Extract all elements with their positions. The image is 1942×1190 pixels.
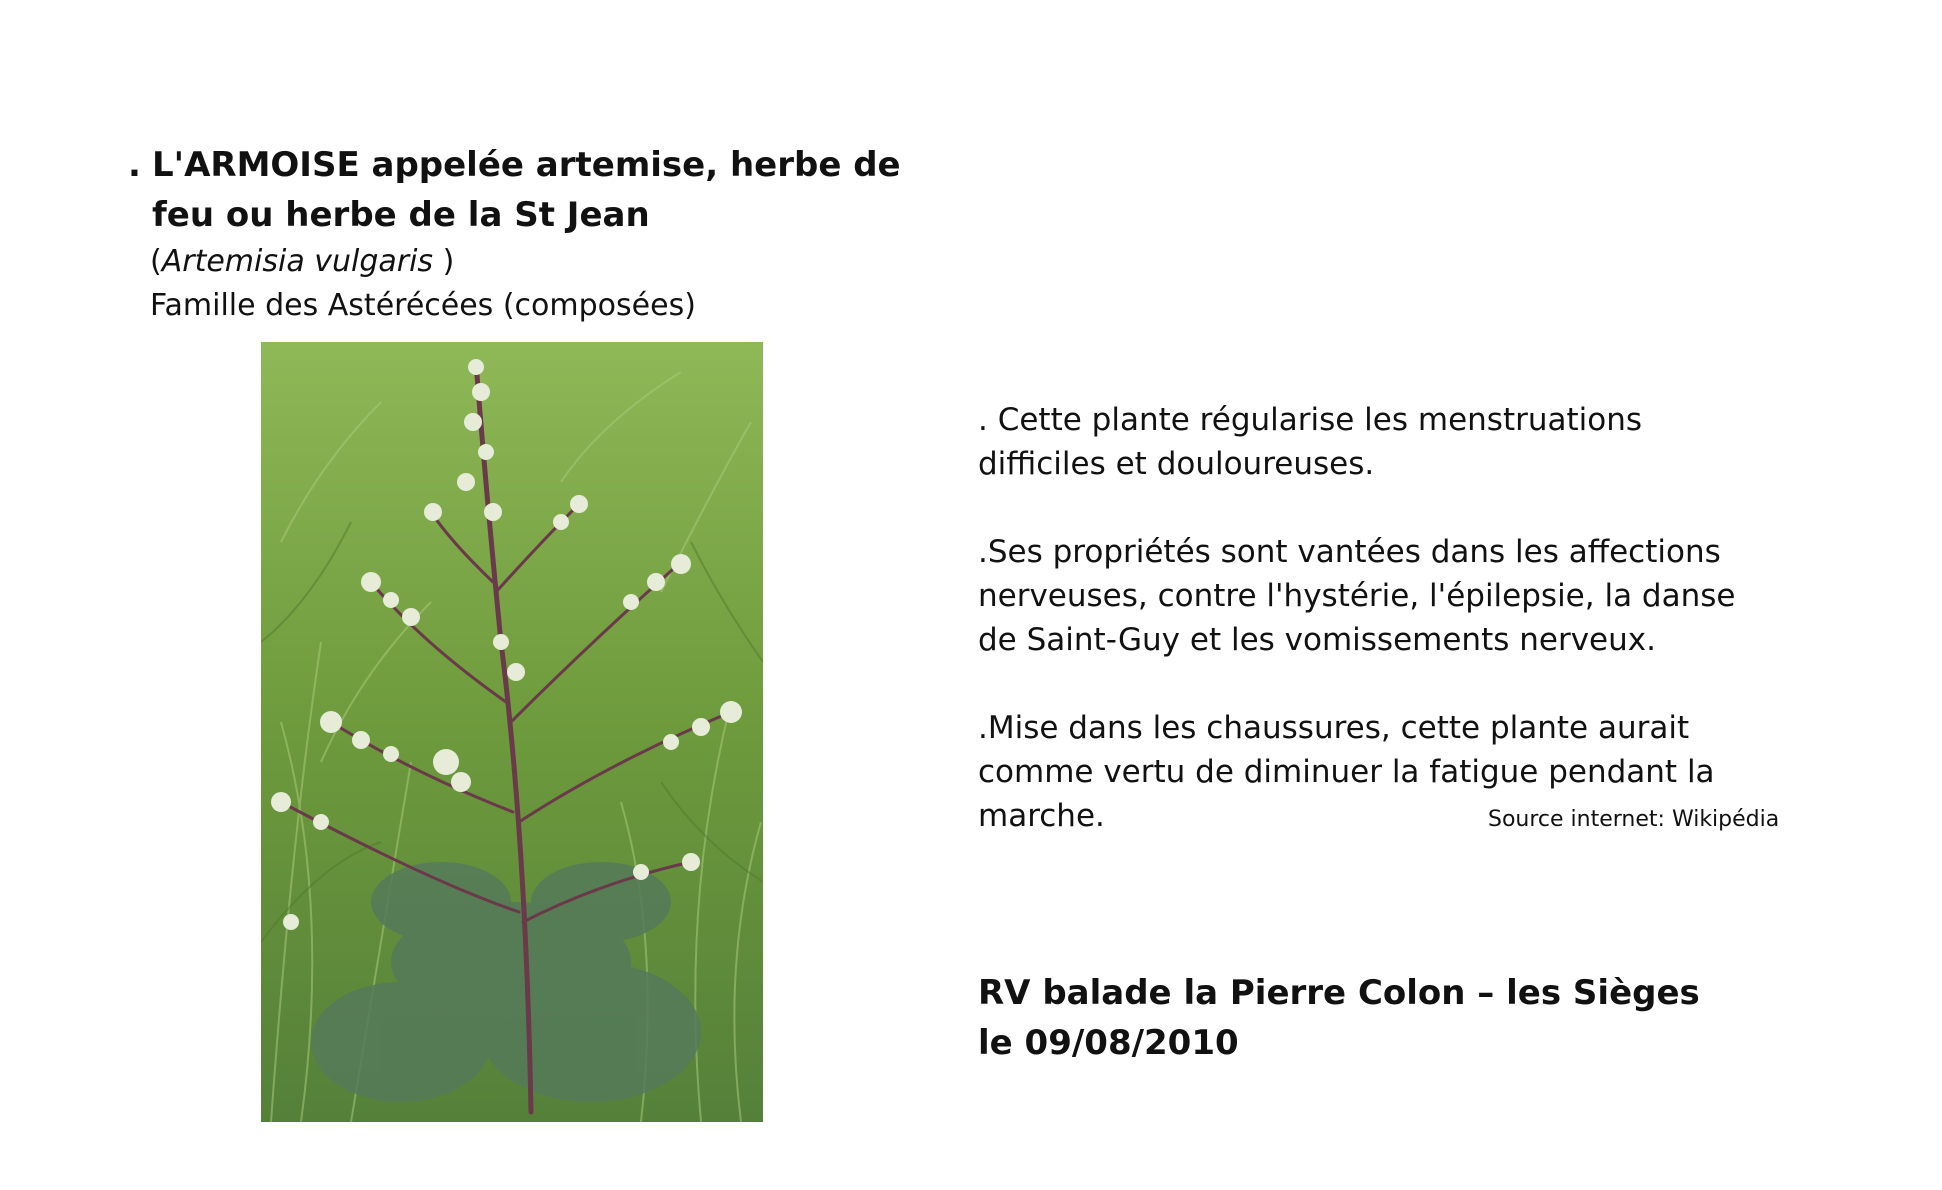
title-block — [128, 140, 948, 328]
title-bullet: . — [128, 145, 141, 185]
description-paragraph-1 — [978, 398, 1838, 486]
source-credit: Source internet: Wikipédia — [1488, 807, 1780, 832]
plant-illustration — [261, 342, 763, 1122]
title-line-1 — [128, 140, 948, 190]
latin-name-line — [128, 240, 948, 284]
plant-photo — [261, 342, 763, 1122]
rendezvous-line-1: RV balade la Pierre Colon – les Sièges — [978, 973, 1700, 1013]
description-p3-line3: marche. — [978, 798, 1105, 834]
rendezvous-info — [978, 968, 1700, 1068]
rendezvous-date: le 09/08/2010 — [978, 1023, 1239, 1063]
description-p2-line3: de Saint-Guy et les vomissements nerveux. — [978, 622, 1656, 658]
latin-close: ) — [433, 244, 455, 279]
description-p3-line2: comme vertu de diminuer la fatigue pendant la — [978, 754, 1715, 790]
title-line-2: feu ou herbe de la St Jean — [152, 195, 650, 235]
description-p1-line2: difficiles et douloureuses. — [978, 446, 1375, 482]
description-p2-line2: nerveuses, contre l'hystérie, l'épilepsie, la danse — [978, 578, 1736, 614]
latin-open: ( — [150, 244, 162, 279]
family-line: Famille des Astérécées (composées) — [150, 288, 696, 323]
latin-name: Artemisia vulgaris — [161, 244, 434, 279]
description-p1-line1: . Cette plante régularise les menstruations — [978, 402, 1643, 438]
title-text-1: L'ARMOISE appelée artemise, herbe de — [152, 145, 901, 185]
description-p2-line1: .Ses propriétés sont vantées dans les affections — [978, 534, 1721, 570]
description-paragraph-2 — [978, 530, 1838, 662]
description-p3-line1: .Mise dans les chaussures, cette plante aurait — [978, 710, 1690, 746]
